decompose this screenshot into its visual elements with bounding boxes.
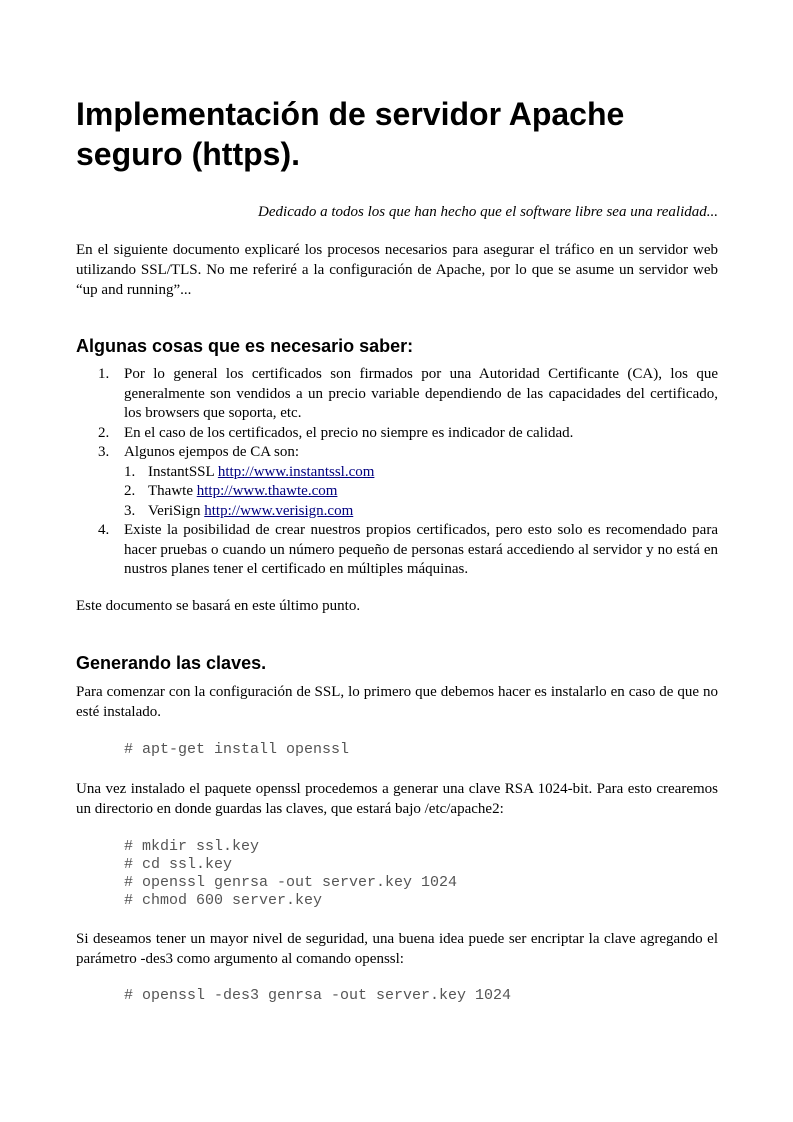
code-block-encrypt: # openssl -des3 genrsa -out server.key 1024 [124, 987, 512, 1004]
list-number: 4. [98, 522, 110, 538]
list-number: 2. [98, 424, 110, 441]
ca-list-item [76, 502, 718, 522]
closing-paragraph: Este documento se basará en este último punto. [76, 598, 361, 614]
list-number: 3. [124, 502, 136, 519]
list-number: 3. [98, 444, 110, 460]
list-item-text: En el caso de los certificados, el precio no siempre es indicador de calidad. [124, 424, 574, 441]
code-line: # chmod 600 server.key [124, 892, 323, 909]
code-line: # openssl genrsa -out server.key 1024 [124, 874, 458, 891]
paragraph-install: Para comenzar con la configuración de SSL, lo primero que debemos hacer es instalarlo en caso de que no esté instalado. [76, 684, 718, 720]
intro-paragraph: En el siguiente documento explicaré los procesos necesarios para asegurar el tráfico en un servidor web utilizando SSL/TLS. No me referiré a la configuración de Apache, por lo que se asume un servidor web “up and running”... [76, 242, 718, 298]
list-item [76, 521, 718, 580]
ca-name: Thawte [148, 483, 193, 499]
document-title: Implementación de servidor Apache seguro (https). [76, 96, 625, 172]
section-heading-keys: Generando las claves. [76, 653, 267, 673]
prerequisites-list [76, 365, 718, 580]
list-item [76, 443, 718, 463]
list-number: 1. [98, 366, 110, 382]
ca-list-item [76, 482, 718, 502]
paragraph-generate: Una vez instalado el paquete openssl procedemos a generar una clave RSA 1024-bit. Para esto crearemos un directorio en donde guardas las claves, que estará bajo /etc/apache2: [76, 781, 718, 817]
ca-list-item [76, 463, 718, 483]
ca-name: VeriSign [148, 502, 201, 519]
list-number: 2. [124, 483, 136, 499]
paragraph-encrypt: Si deseamos tener un mayor nivel de seguridad, una buena idea puede ser encriptar la clave agregando el parámetro -des3 como argumento al comando openssl: [76, 931, 718, 967]
dedication: Dedicado a todos los que han hecho que el software libre sea una realidad... [258, 204, 718, 220]
list-item [76, 424, 718, 444]
ca-link-thawte[interactable]: http://www.thawte.com [196, 483, 338, 499]
ca-link-verisign[interactable]: http://www.verisign.com [204, 502, 354, 519]
ca-link-instantssl[interactable]: http://www.instantssl.com [217, 463, 375, 480]
list-item-text: Algunos ejempos de CA son: [124, 444, 299, 460]
code-line: # cd ssl.key [124, 856, 233, 873]
list-number: 1. [124, 463, 136, 480]
code-line: # mkdir ssl.key [124, 838, 260, 855]
code-block-install: # apt-get install openssl [124, 741, 350, 758]
list-item [76, 365, 718, 424]
list-item-text: Existe la posibilidad de crear nuestros propios certificados, pero esto solo es recomendado para hacer pruebas o cuando un número pequeño de personas estará accediendo al servidor y no está en nustros planes tener el certificado en múltiples máquinas. [124, 522, 718, 577]
ca-name: InstantSSL [148, 463, 215, 480]
section-heading-prerequisites: Algunas cosas que es necesario saber: [76, 336, 414, 356]
list-item-text: Por lo general los certificados son firmados por una Autoridad Certificante (CA), los que generalmente son vendidos a un precio variable dependiendo de las capacidades del certificado, los browsers que soporta, etc. [124, 366, 718, 421]
